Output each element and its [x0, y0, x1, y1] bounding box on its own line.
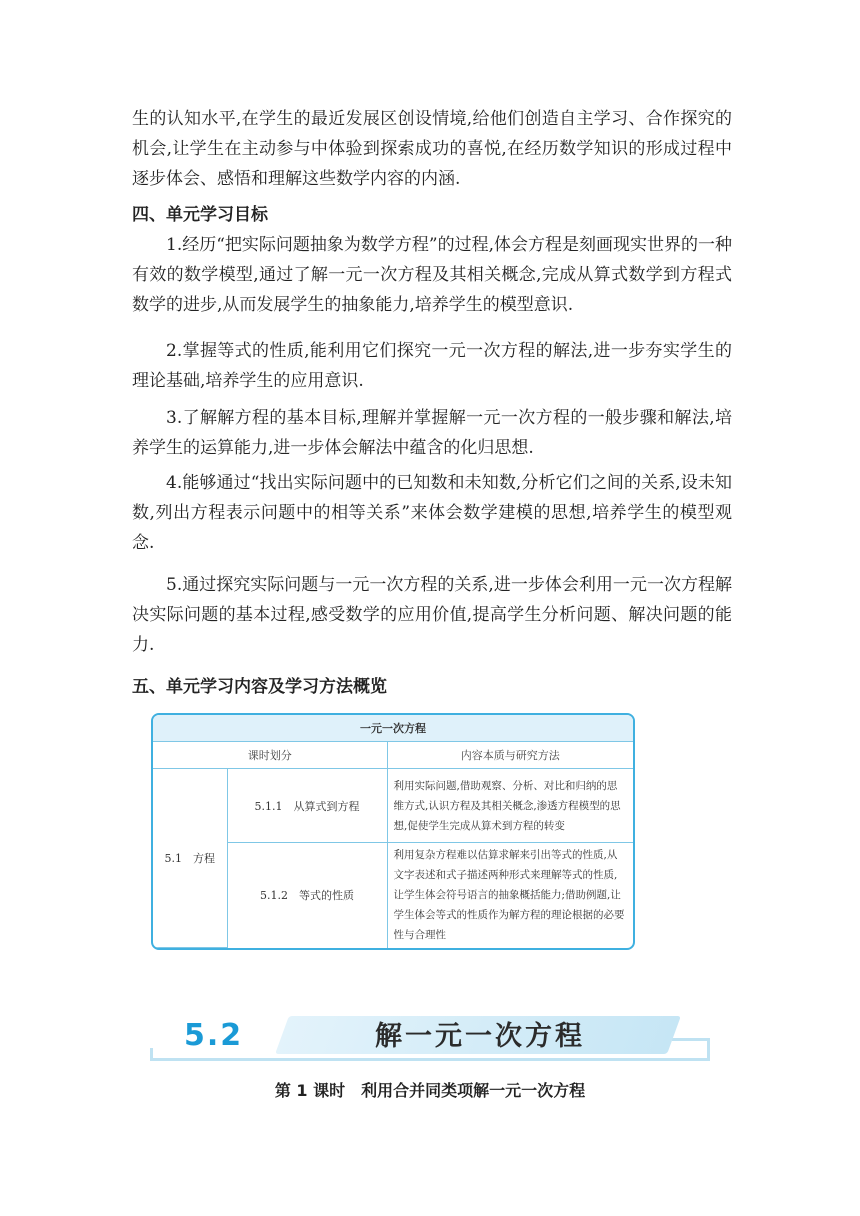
section-banner — [150, 1012, 710, 1064]
lesson-title: 第 1 课时 利用合并同类项解一元一次方程 — [274, 1081, 586, 1100]
table-header-content: 内容本质与研究方法 — [387, 742, 633, 769]
section-title: 解一元一次方程 — [375, 1021, 585, 1052]
table-title: 一元一次方程 — [153, 715, 633, 742]
table-desc-cell: 利用复杂方程难以估算求解来引出等式的性质,从文字表述和式子描述两种形式来理解等式的性质,让学生体会符号语言的抽象概括能力;借助例题,让学生体会等式的性质作为解方程的理论根据的必要性与合理性 — [387, 843, 633, 948]
table-section-label: 5.1 方程 — [153, 769, 227, 948]
table-lesson-cell: 5.1.1 从算式到方程 — [227, 769, 387, 843]
banner-line — [150, 1058, 707, 1061]
table-lesson-cell: 5.1.2 等式的性质 — [227, 843, 387, 948]
section-number: 5.2 — [184, 1018, 244, 1053]
goal-3: 3.了解解方程的基本目标,理解并掌握解一元一次方程的一般步骤和解法,培养学生的运算能力,进一步体会解法中蕴含的化归思想. — [132, 408, 732, 458]
banner-line — [672, 1038, 710, 1061]
section4-heading: 四、单元学习目标 — [132, 205, 268, 225]
section5-heading: 五、单元学习内容及学习方法概览 — [132, 677, 387, 697]
goal-2: 2.掌握等式的性质,能利用它们探究一元一次方程的解法,进一步夯实学生的理论基础,培养学生的应用意识. — [132, 341, 732, 391]
intro-paragraph: 生的认知水平,在学生的最近发展区创设情境,给他们创造自主学习、合作探究的机会,让学生在主动参与中体验到探索成功的喜悦,在经历数学知识的形成过程中逐步体会、感悟和理解这些数学内容的内涵. — [132, 109, 732, 189]
goal-1: 1.经历“把实际问题抽象为数学方程”的过程,体会方程是刻画现实世界的一种有效的数学模型,通过了解一元一次方程及其相关概念,完成从算式数学到方程式数学的进步,从而发展学生的抽象能力,培养学生的模型意识. — [132, 235, 733, 315]
goal-4: 4.能够通过“找出实际问题中的已知数和未知数,分析它们之间的关系,设未知数,列出方程表示问题中的相等关系”来体会数学建模的思想,培养学生的模型观念. — [132, 473, 732, 553]
table-desc-cell: 利用实际问题,借助观察、分析、对比和归纳的思维方式,认识方程及其相关概念,渗透方程模型的思想,促使学生完成从算术到方程的转变 — [387, 769, 633, 843]
table-header-lessons: 课时划分 — [153, 742, 387, 769]
table-row — [153, 769, 633, 843]
goal-5: 5.通过探究实际问题与一元一次方程的关系,进一步体会利用一元一次方程解决实际问题的基本过程,感受数学的应用价值,提高学生分析问题、解决问题的能力. — [132, 575, 732, 655]
unit-overview-table — [151, 713, 635, 950]
